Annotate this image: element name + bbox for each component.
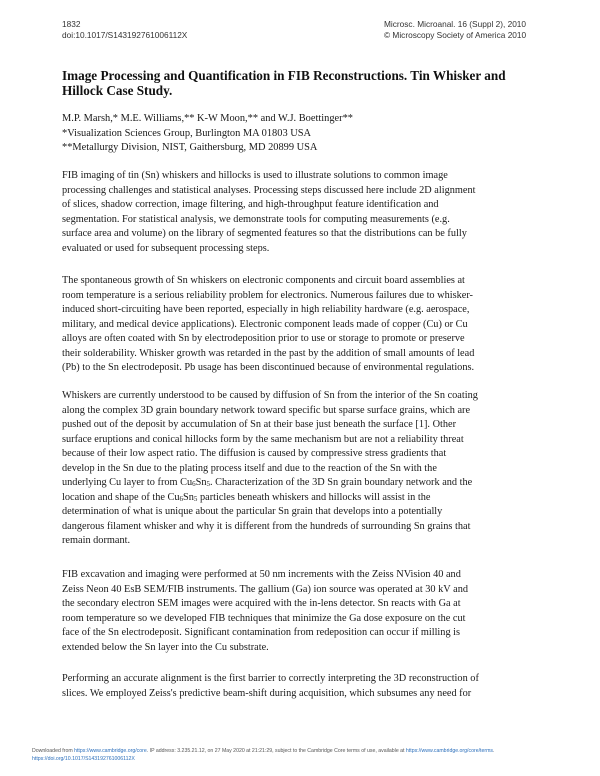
line-text: particles beneath whiskers and hillocks will assist in the — [197, 491, 431, 503]
doi-link[interactable]: https://doi.org/10.1017/S143192761006112X — [32, 755, 135, 762]
paragraph-line: their solderability. Whisker growth was retarded in the past by the addition of small amounts of lead — [62, 347, 475, 359]
paper-title: Image Processing and Quantification in FIB Reconstructions. Tin Whisker and Hillock Case Study. — [62, 68, 506, 98]
line-text: Sn — [183, 491, 194, 503]
line-text: . Characterization of the 3D Sn grain boundary network and the — [210, 477, 473, 488]
paragraph-line: evaluated or used for subsequent processing steps. — [62, 242, 270, 254]
paragraph-line: surface area and volume) on the library of segmented features so that the distributions can be fully — [62, 228, 467, 239]
paragraph-line: along the complex 3D grain boundary network toward specific but sparse surface grains, which are — [62, 404, 471, 416]
author-block — [62, 112, 542, 156]
download-footer — [32, 748, 592, 763]
paragraph-line: the secondary electron SEM images were acquired with the in-lens detector. Sn reacts with Ga at — [62, 598, 461, 609]
line-text: underlying Cu layer to from Cu — [62, 477, 193, 488]
paragraph-line: room temperature is a serious reliability problem for electronics. Numerous failures due to whisker- — [62, 289, 473, 301]
paragraph-line: military, and medical device applications). Electronic component leads made of copper (Cu) or Cu — [62, 318, 468, 330]
running-header-right — [384, 19, 526, 41]
paragraph-3 — [62, 389, 544, 549]
paragraph-line: slices. We employed Zeiss's predictive beam-shift during acquisition, which subsumes any need for — [62, 687, 472, 699]
paragraph-line: face of the Sn electrodeposit. Significant contamination from redeposition can occur if milling is — [62, 627, 461, 638]
paragraph-2 — [62, 274, 544, 376]
line-text: Sn — [195, 477, 207, 488]
paragraph-line: surface eruptions and conical hillocks form by the same mechanism but are not a reliability threat — [62, 433, 464, 445]
line-text: location and shape of the Cu — [62, 491, 180, 503]
subscript: 5 — [206, 480, 211, 488]
page-number: 1832 — [62, 19, 81, 29]
cambridge-core-link[interactable]: https://www.cambridge.org/core — [74, 748, 147, 754]
running-header-left — [62, 19, 187, 41]
paragraph-line: FIB imaging of tin (Sn) whiskers and hillocks is used to illustrate solutions to common image — [62, 170, 448, 181]
paragraph-line-with-formula — [62, 491, 544, 506]
paragraph-line: because of their low aspect ratio. The diffusion is caused by compressive stress gradients that — [62, 448, 447, 459]
subscript: 5 — [193, 494, 198, 503]
paragraph-line: develop in the Sn due to the plating process itself and due to the reaction of the Sn with the — [62, 462, 437, 474]
paragraph-line: The spontaneous growth of Sn whiskers on electronic components and circuit board assemblies at — [62, 275, 465, 286]
paragraph-line: segmentation. For statistical analysis, we demonstrate tools for computing measurements (e.g. — [62, 213, 450, 225]
paragraph-line: Performing an accurate alignment is the first barrier to correctly interpreting the 3D reconstruction of — [62, 673, 479, 684]
paragraph-line: of slices, shadow correction, image filtering, and high-throughput feature identification and — [62, 199, 439, 210]
footer-line-2 — [32, 756, 592, 764]
footer-text: . IP address: 3.235.21.12, on 27 May 2020 at 21:21:29, subject to the Cambridge Core terms of use, available at — [146, 748, 406, 754]
footer-text: . — [493, 748, 495, 754]
paragraph-line: induced short-circuiting have been reported, especially in high reliability hardware (e.g. aerospace, — [62, 304, 470, 315]
paragraph-line: alloys are often coated with Sn by electrodeposition prior to use or storage to promote or preserve — [62, 333, 465, 344]
paragraph-line: FIB excavation and imaging were performed at 50 nm increments with the Zeiss NVision 40 and — [62, 569, 461, 580]
subscript: 6 — [179, 494, 184, 503]
subscript: 6 — [192, 480, 196, 488]
paragraph-5 — [62, 672, 544, 701]
affiliation-1: *Visualization Sciences Group, Burlington MA 01803 USA — [62, 127, 312, 139]
paragraph-line: pushed out of the deposit by accumulation of Sn at their base just beneath the surface [1]. Other — [62, 419, 457, 430]
paragraph-line: dangerous filament whisker and why it is different from the hundreds of surrounding Sn grains that — [62, 520, 471, 532]
paragraph-line: Whiskers are currently understood to be caused by diffusion of Sn from the interior of the Sn coating — [62, 390, 478, 401]
copyright-notice: © Microscopy Society of America 2010 — [384, 30, 527, 40]
author-names: M.P. Marsh,* M.E. Williams,** K-W Moon,** and W.J. Boettinger** — [62, 113, 353, 124]
paragraph-4 — [62, 568, 544, 655]
paragraph-line-with-formula — [62, 476, 544, 491]
paragraph-line: Zeiss Neon 40 EsB SEM/FIB instruments. The gallium (Ga) ion source was operated at 30 kV and — [62, 583, 468, 595]
terms-link[interactable]: https://www.cambridge.org/core/terms — [405, 748, 493, 754]
footer-line-1 — [32, 748, 592, 756]
paragraph-line: determination of what is unique about the particular Sn grain that develops into a potentially — [62, 506, 443, 517]
paragraph-line: processing challenges and statistical analyses. Processing steps discussed here include 2D alignment — [62, 184, 476, 196]
paragraph-line: remain dormant. — [62, 535, 131, 546]
journal-citation: Microsc. Microanal. 16 (Suppl 2), 2010 — [384, 19, 527, 29]
paragraph-line: extended below the Sn layer into the Cu substrate. — [62, 641, 269, 653]
affiliation-2: **Metallurgy Division, NIST, Gaithersburg, MD 20899 USA — [62, 142, 318, 154]
paragraph-line: room temperature so we developed FIB techniques that minimize the Ga dose exposure on the cut — [62, 612, 466, 624]
paragraph-1 — [62, 169, 544, 256]
doi: doi:10.1017/S143192761006112X — [62, 30, 188, 40]
footer-text: Downloaded from — [32, 748, 75, 754]
paragraph-line: (Pb) to the Sn electrodeposit. Pb usage has been discontinued because of environmental regulations. — [62, 362, 475, 373]
